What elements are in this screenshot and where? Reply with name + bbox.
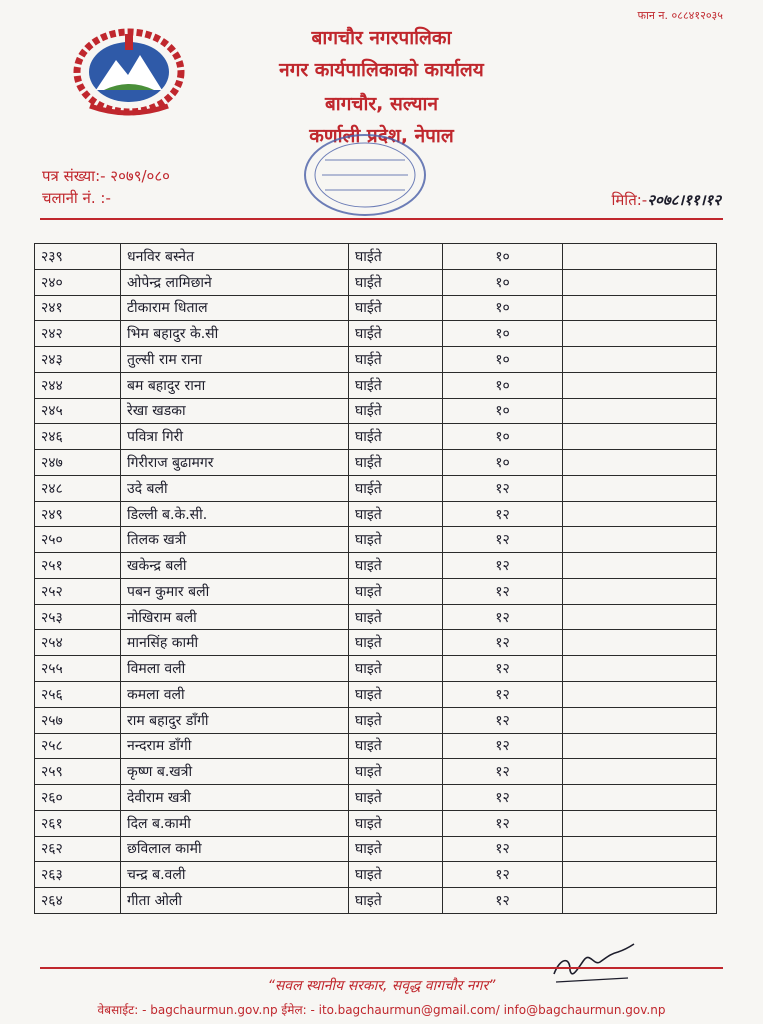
serial-number-cell: २३९ (35, 244, 121, 270)
category-cell: घाइते (349, 501, 443, 527)
category-cell: घाईते (349, 269, 443, 295)
table-row (35, 810, 717, 836)
serial-number-cell: २४६ (35, 424, 121, 450)
table-row (35, 888, 717, 914)
table-row (35, 372, 717, 398)
table-row (35, 785, 717, 811)
category-cell: घाइते (349, 862, 443, 888)
category-cell: घाईते (349, 295, 443, 321)
remarks-cell (563, 656, 717, 682)
office-location: बागचौर, सल्यान (324, 93, 439, 115)
category-cell: घाइते (349, 707, 443, 733)
amount-cell: १२ (443, 527, 563, 553)
remarks-cell (563, 836, 717, 862)
name-cell: तुल्सी राम राना (121, 347, 349, 373)
serial-number-cell: २५६ (35, 682, 121, 708)
name-cell: गीता ओली (121, 888, 349, 914)
table-row (35, 656, 717, 682)
remarks-cell (563, 759, 717, 785)
amount-cell: १२ (443, 785, 563, 811)
beneficiary-table (34, 243, 717, 914)
footer-divider (40, 967, 723, 969)
name-cell: गिरीराज बुढामगर (121, 450, 349, 476)
category-cell: घाईते (349, 321, 443, 347)
category-cell: घाइते (349, 527, 443, 553)
name-cell: खकेन्द्र बली (121, 553, 349, 579)
serial-number-cell: २४५ (35, 398, 121, 424)
category-cell: घाइते (349, 733, 443, 759)
serial-number-cell: २५४ (35, 630, 121, 656)
category-cell: घाइते (349, 630, 443, 656)
remarks-cell (563, 785, 717, 811)
amount-cell: १२ (443, 888, 563, 914)
table-row (35, 424, 717, 450)
remarks-cell (563, 424, 717, 450)
office-province: कर्णाली प्रदेश, नेपाल (309, 125, 454, 147)
remarks-cell (563, 682, 717, 708)
office-seal-icon (300, 130, 430, 220)
amount-cell: १२ (443, 630, 563, 656)
remarks-cell (563, 372, 717, 398)
table-row (35, 475, 717, 501)
name-cell: मानसिंह कामी (121, 630, 349, 656)
remarks-cell (563, 398, 717, 424)
amount-cell: १२ (443, 759, 563, 785)
table-row (35, 682, 717, 708)
category-cell: घाइते (349, 810, 443, 836)
amount-cell: १२ (443, 707, 563, 733)
name-cell: नोखिराम बली (121, 604, 349, 630)
letter-date (611, 190, 721, 210)
serial-number-cell: २४२ (35, 321, 121, 347)
municipality-name: बागचौर नगरपालिका (311, 27, 452, 49)
amount-cell: १० (443, 295, 563, 321)
table-row (35, 295, 717, 321)
category-cell: घाईते (349, 424, 443, 450)
category-cell: घाइते (349, 656, 443, 682)
amount-cell: १० (443, 244, 563, 270)
office-name: नगर कार्यपालिकाको कार्यालय (279, 59, 484, 81)
dispatch-number: चलानी नं. :- (42, 189, 111, 207)
amount-cell: १० (443, 450, 563, 476)
category-cell: घाइते (349, 836, 443, 862)
remarks-cell (563, 321, 717, 347)
remarks-cell (563, 347, 717, 373)
category-cell: घाईते (349, 398, 443, 424)
header-divider (40, 218, 723, 220)
name-cell: विमला वली (121, 656, 349, 682)
letter-reference-number: पत्र संख्या:- २०७९/०८० (42, 167, 170, 185)
category-cell: घाइते (349, 759, 443, 785)
category-cell: घाईते (349, 475, 443, 501)
serial-number-cell: २६३ (35, 862, 121, 888)
amount-cell: १२ (443, 553, 563, 579)
name-cell: देवीराम खत्री (121, 785, 349, 811)
remarks-cell (563, 244, 717, 270)
remarks-cell (563, 630, 717, 656)
remarks-cell (563, 810, 717, 836)
table-row (35, 604, 717, 630)
table-row (35, 450, 717, 476)
serial-number-cell: २४३ (35, 347, 121, 373)
amount-cell: १० (443, 398, 563, 424)
amount-cell: १२ (443, 733, 563, 759)
amount-cell: १२ (443, 682, 563, 708)
table-row (35, 321, 717, 347)
serial-number-cell: २५२ (35, 578, 121, 604)
name-cell: बम बहादुर राना (121, 372, 349, 398)
remarks-cell (563, 295, 717, 321)
serial-number-cell: २६० (35, 785, 121, 811)
name-cell: रेखा खडका (121, 398, 349, 424)
amount-cell: १० (443, 321, 563, 347)
name-cell: धनविर बस्नेत (121, 244, 349, 270)
date-label: मिति:- (611, 191, 648, 209)
category-cell: घाईते (349, 372, 443, 398)
table-row (35, 836, 717, 862)
serial-number-cell: २५५ (35, 656, 121, 682)
phone-number: फान न. ०८८४१२०३५ (637, 9, 723, 22)
name-cell: भिम बहादुर के.सी (121, 321, 349, 347)
table-row (35, 759, 717, 785)
name-cell: छविलाल कामी (121, 836, 349, 862)
table-row (35, 501, 717, 527)
amount-cell: १२ (443, 475, 563, 501)
serial-number-cell: २४८ (35, 475, 121, 501)
name-cell: डिल्ली ब.के.सी. (121, 501, 349, 527)
remarks-cell (563, 450, 717, 476)
date-value: २०७८।११।१२ (647, 191, 721, 209)
category-cell: घाइते (349, 682, 443, 708)
serial-number-cell: २५१ (35, 553, 121, 579)
remarks-cell (563, 604, 717, 630)
serial-number-cell: २४९ (35, 501, 121, 527)
serial-number-cell: २५८ (35, 733, 121, 759)
serial-number-cell: २५७ (35, 707, 121, 733)
remarks-cell (563, 501, 717, 527)
table-row (35, 733, 717, 759)
footer-contact: वेबसाईट: - bagchaurmun.gov.np ईमेल: - ito.bagchaurmun@gmail.com/ info@bagchaurmun.gov.np (97, 1003, 666, 1017)
name-cell: पवित्रा गिरी (121, 424, 349, 450)
category-cell: घाइते (349, 604, 443, 630)
category-cell: घाइते (349, 888, 443, 914)
table-row (35, 862, 717, 888)
table-row (35, 553, 717, 579)
remarks-cell (563, 862, 717, 888)
category-cell: घाइते (349, 785, 443, 811)
amount-cell: १० (443, 424, 563, 450)
remarks-cell (563, 707, 717, 733)
table-row (35, 269, 717, 295)
serial-number-cell: २५३ (35, 604, 121, 630)
category-cell: घाईते (349, 244, 443, 270)
serial-number-cell: २४७ (35, 450, 121, 476)
amount-cell: १० (443, 372, 563, 398)
name-cell: कमला वली (121, 682, 349, 708)
remarks-cell (563, 475, 717, 501)
name-cell: पबन कुमार बली (121, 578, 349, 604)
amount-cell: १२ (443, 862, 563, 888)
amount-cell: १२ (443, 656, 563, 682)
amount-cell: १२ (443, 604, 563, 630)
remarks-cell (563, 553, 717, 579)
amount-cell: १२ (443, 836, 563, 862)
name-cell: टीकाराम धिताल (121, 295, 349, 321)
name-cell: कृष्ण ब.खत्री (121, 759, 349, 785)
amount-cell: १२ (443, 578, 563, 604)
name-cell: उदे बली (121, 475, 349, 501)
table-row (35, 527, 717, 553)
serial-number-cell: २५० (35, 527, 121, 553)
remarks-cell (563, 269, 717, 295)
serial-number-cell: २४४ (35, 372, 121, 398)
category-cell: घाइते (349, 578, 443, 604)
name-cell: नन्दराम डाँगी (121, 733, 349, 759)
serial-number-cell: २५९ (35, 759, 121, 785)
serial-number-cell: २६१ (35, 810, 121, 836)
name-cell: चन्द्र ब.वली (121, 862, 349, 888)
table-row (35, 398, 717, 424)
table-row (35, 347, 717, 373)
serial-number-cell: २४० (35, 269, 121, 295)
remarks-cell (563, 578, 717, 604)
table-row (35, 578, 717, 604)
table-row (35, 707, 717, 733)
amount-cell: १२ (443, 501, 563, 527)
name-cell: ओपेन्द्र लामिछाने (121, 269, 349, 295)
amount-cell: १० (443, 347, 563, 373)
remarks-cell (563, 888, 717, 914)
amount-cell: १० (443, 269, 563, 295)
name-cell: तिलक खत्री (121, 527, 349, 553)
serial-number-cell: २४१ (35, 295, 121, 321)
category-cell: घाइते (349, 553, 443, 579)
table-row (35, 630, 717, 656)
table-row (35, 244, 717, 270)
name-cell: दिल ब.कामी (121, 810, 349, 836)
category-cell: घाईते (349, 450, 443, 476)
serial-number-cell: २६४ (35, 888, 121, 914)
remarks-cell (563, 733, 717, 759)
amount-cell: १२ (443, 810, 563, 836)
serial-number-cell: २६२ (35, 836, 121, 862)
footer-slogan: “सवल स्थानीय सरकार, सवृद्ध वागचौर नगर” (267, 978, 496, 994)
category-cell: घाईते (349, 347, 443, 373)
name-cell: राम बहादुर डाँगी (121, 707, 349, 733)
remarks-cell (563, 527, 717, 553)
